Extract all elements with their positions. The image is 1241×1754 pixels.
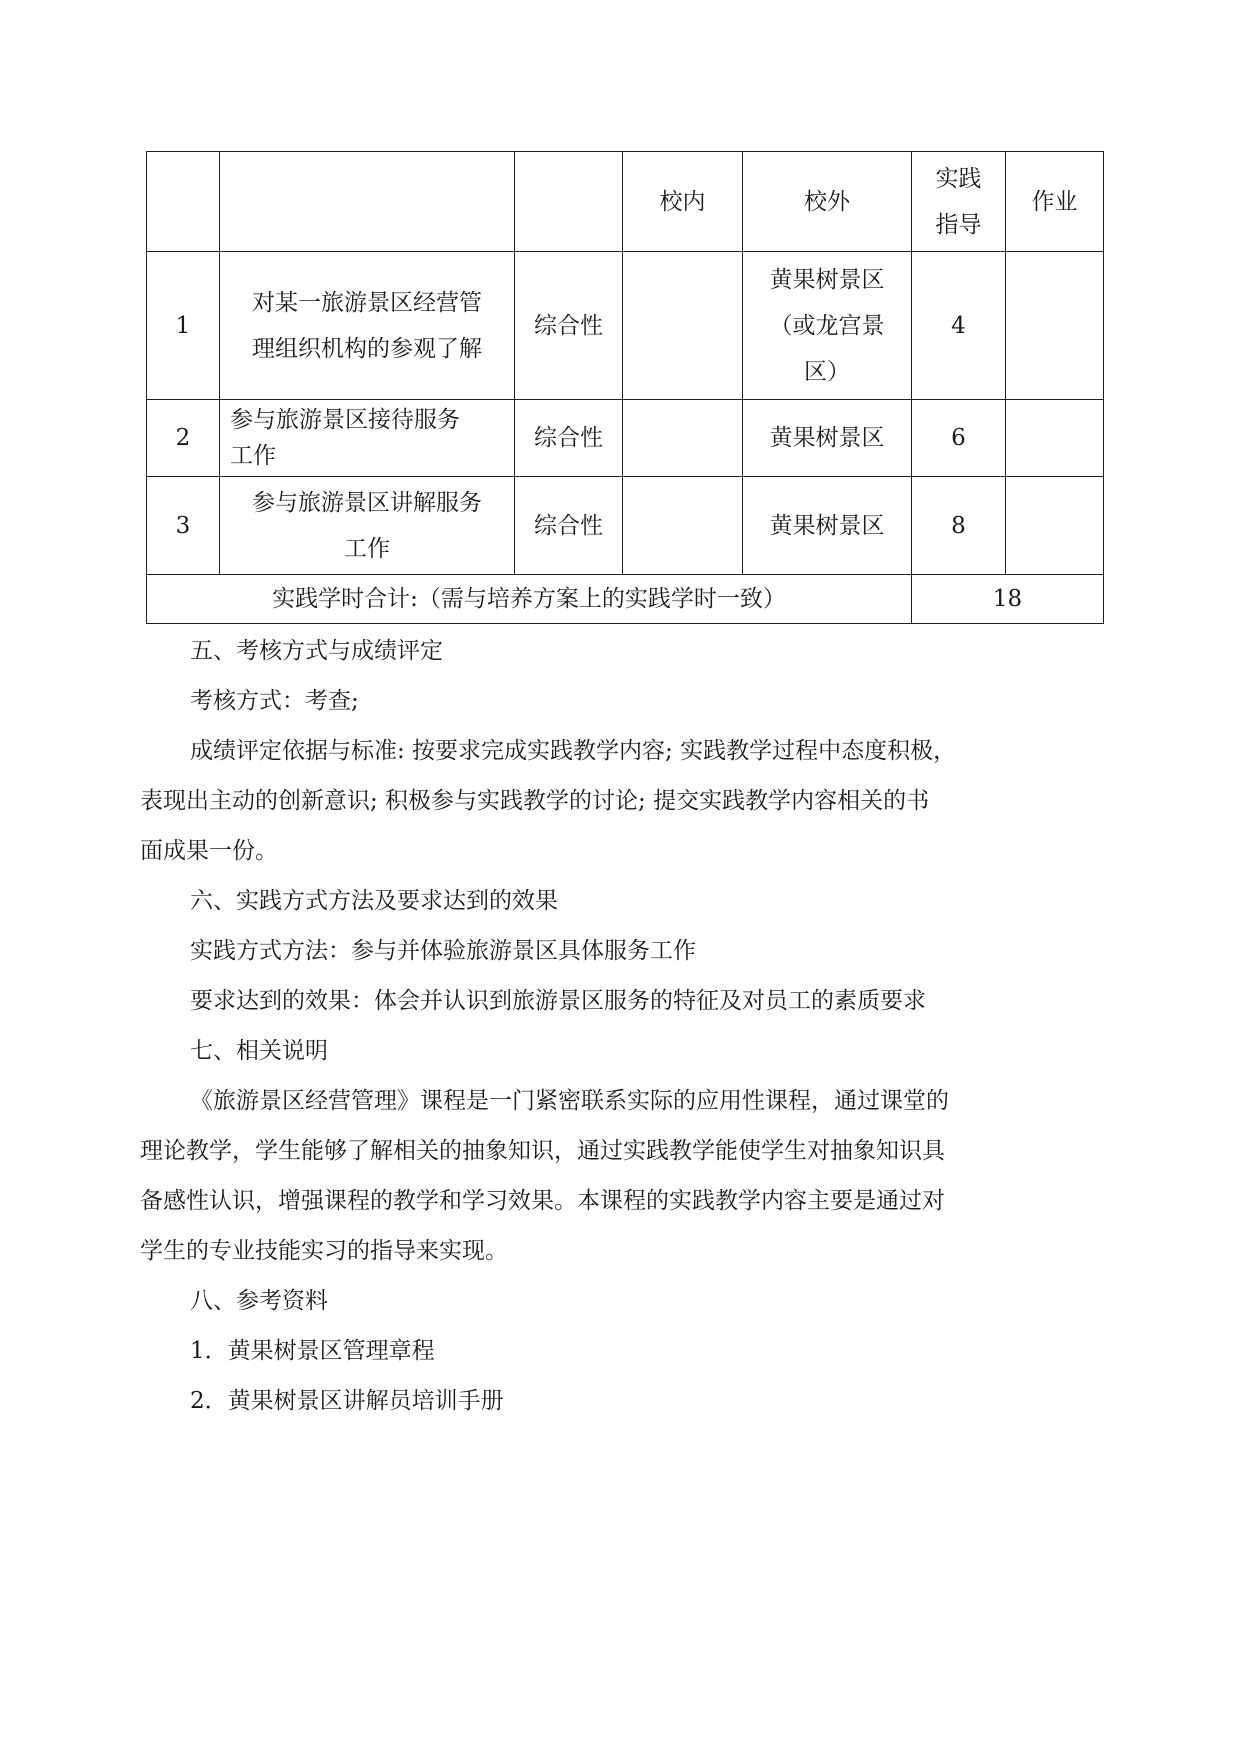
cell-oncampus — [623, 400, 743, 477]
cell-name-line2: 理组织机构的参观了解 — [252, 335, 482, 362]
header-cell-name — [220, 152, 515, 252]
cell-no: 3 — [147, 477, 220, 575]
cell-oncampus — [623, 477, 743, 575]
cell-homework — [1006, 252, 1104, 400]
notes-line4: 学生的专业技能实习的指导来实现。 — [140, 1238, 508, 1264]
header-guidance-line2: 指导 — [935, 211, 982, 238]
section-5-title: 五、考核方式与成绩评定 — [190, 638, 443, 664]
header-cell-type — [515, 152, 623, 252]
expected-effect: 要求达到的效果：体会并认识到旅游景区服务的特征及对员工的素质要求 — [190, 988, 926, 1014]
header-cell-oncampus: 校内 — [623, 152, 743, 252]
cell-name — [220, 252, 515, 400]
cell-offcampus-line2: （或龙宫景 — [769, 312, 885, 339]
cell-offcampus-line3: 区） — [804, 358, 850, 385]
cell-homework — [1006, 477, 1104, 575]
cell-hours: 6 — [912, 400, 1006, 477]
cell-name — [220, 477, 515, 575]
cell-offcampus: 黄果树景区 — [743, 477, 912, 575]
cell-name-line2: 工作 — [230, 443, 276, 469]
table-header-row — [147, 152, 1104, 252]
cell-name-line2: 工作 — [344, 535, 390, 562]
cell-hours: 8 — [912, 477, 1006, 575]
header-cell-guidance — [912, 152, 1006, 252]
cell-type: 综合性 — [515, 252, 623, 400]
assessment-method: 考核方式：考查; — [190, 688, 359, 714]
cell-name-line1: 参与旅游景区接待服务 — [230, 407, 460, 433]
practice-schedule-table — [146, 151, 1104, 624]
table-total-row — [147, 575, 1104, 624]
reference-item-2: 2．黄果树景区讲解员培训手册 — [190, 1388, 504, 1414]
grading-criteria-line1: 成绩评定依据与标准: 按要求完成实践教学内容; 实践教学过程中态度积极， — [190, 738, 957, 764]
table-row — [147, 477, 1104, 575]
notes-line3: 备感性认识，增强课程的教学和学习效果。本课程的实践教学内容主要是通过对 — [140, 1188, 945, 1214]
grading-criteria-line3: 面成果一份。 — [140, 838, 278, 864]
section-8-title: 八、参考资料 — [190, 1288, 328, 1314]
cell-type: 综合性 — [515, 477, 623, 575]
header-cell-no — [147, 152, 220, 252]
cell-name-line1: 对某一旅游景区经营管 — [252, 289, 482, 316]
table-row — [147, 400, 1104, 477]
total-value: 18 — [912, 575, 1104, 624]
section-7-title: 七、相关说明 — [190, 1038, 328, 1064]
total-label: 实践学时合计:（需与培养方案上的实践学时一致） — [147, 575, 912, 624]
notes-line2: 理论教学，学生能够了解相关的抽象知识，通过实践教学能使学生对抽象知识具 — [140, 1138, 945, 1164]
cell-oncampus — [623, 252, 743, 400]
cell-no: 1 — [147, 252, 220, 400]
section-6-title: 六、实践方式方法及要求达到的效果 — [190, 888, 558, 914]
cell-offcampus: 黄果树景区 — [743, 400, 912, 477]
reference-item-1: 1．黄果树景区管理章程 — [190, 1338, 435, 1364]
cell-homework — [1006, 400, 1104, 477]
cell-no: 2 — [147, 400, 220, 477]
cell-type: 综合性 — [515, 400, 623, 477]
cell-offcampus — [743, 252, 912, 400]
cell-name — [220, 400, 515, 477]
header-cell-homework: 作业 — [1006, 152, 1104, 252]
grading-criteria-line2: 表现出主动的创新意识; 积极参与实践教学的讨论; 提交实践教学内容相关的书 — [140, 788, 930, 814]
cell-name-line1: 参与旅游景区讲解服务 — [252, 489, 482, 516]
header-guidance-line1: 实践 — [935, 165, 982, 192]
cell-offcampus-line1: 黄果树景区 — [769, 266, 885, 293]
document-body — [140, 626, 1062, 1426]
notes-line1: 《旅游景区经营管理》课程是一门紧密联系实际的应用性课程，通过课堂的 — [190, 1088, 949, 1114]
cell-hours: 4 — [912, 252, 1006, 400]
practice-method: 实践方式方法：参与并体验旅游景区具体服务工作 — [190, 938, 696, 964]
header-cell-offcampus: 校外 — [743, 152, 912, 252]
table-row — [147, 252, 1104, 400]
